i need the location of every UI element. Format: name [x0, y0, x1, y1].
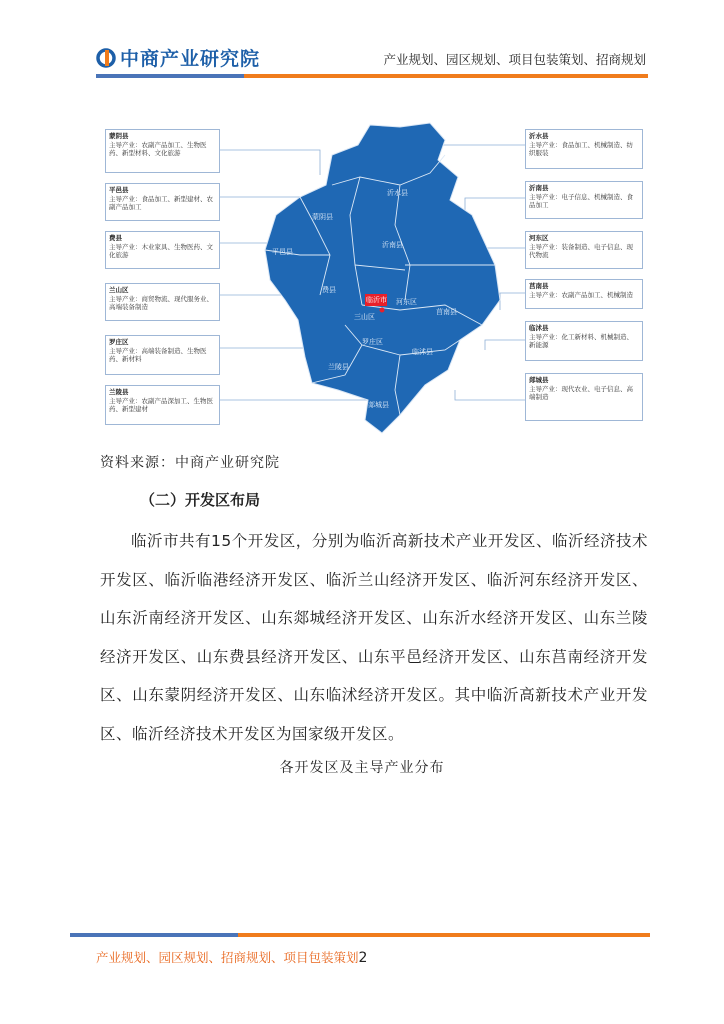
logo-mark-icon: [96, 48, 116, 68]
footer-tagline: 产业规划、园区规划、招商规划、项目包装策划: [96, 950, 359, 965]
header-divider-orange: [244, 74, 648, 78]
callout-title: 莒南县: [529, 282, 549, 290]
callout-lanshan: [105, 283, 220, 321]
callout-body: 主导产业：商贸物流、现代服务业、高端装备制造: [109, 294, 213, 311]
county-label-yishui: 沂水县: [387, 189, 408, 197]
callout-title: 临沭县: [529, 324, 549, 332]
callout-luozhuang: [105, 335, 220, 375]
callout-title: 罗庄区: [109, 338, 129, 346]
header-tagline: 产业规划、园区规划、项目包装策划、招商规划: [383, 52, 646, 67]
callout-body: 主导产业：装备制造、电子信息、现代物流: [529, 242, 633, 259]
county-label-pingyi: 平邑县: [272, 248, 293, 256]
callout-body: 主导产业：木业家具、生物医药、文化旅游: [109, 242, 213, 259]
callout-title: 沂水县: [529, 132, 549, 140]
city-label-linyi: 临沂市: [366, 296, 387, 304]
callout-title: 兰陵县: [109, 388, 129, 396]
county-label-mengyin: 蒙阴县: [312, 213, 333, 221]
callout-mengyin: [105, 129, 220, 173]
callout-lanling: [105, 385, 220, 425]
body-paragraph: 临沂市共有15个开发区，分别为临沂高新技术产业开发区、临沂经济技术开发区、临沂临港经济开发区、临沂兰山经济开发区、临沂河东经济开发区、山东沂南经济开发区、山东郯城经济开发区、山东沂水经济开发区、山东兰陵经济开发区、山东费县经济开发区、山东平邑经济开发区、山东莒南经济开发区、山东蒙阴经济开发区、山东临沭经济开发区。其中临沂高新技术产业开发区、临沂经济技术开发区为国家级开发区。: [100, 532, 648, 743]
footer-divider-blue: [70, 933, 238, 937]
county-label-junan: 莒南县: [436, 308, 457, 316]
callout-junan: [525, 279, 643, 309]
callout-body: 主导产业：食品加工、新型建材、农副产品加工: [109, 194, 213, 211]
footer: [96, 948, 367, 966]
callout-title: 河东区: [529, 234, 549, 242]
page-number: 2: [358, 950, 368, 966]
development-zone-map: [100, 115, 650, 440]
callout-title: 蒙阴县: [109, 132, 129, 140]
callout-feixian: [105, 231, 220, 269]
county-label-hedong: 河东区: [396, 298, 417, 306]
header-divider-blue: [96, 74, 244, 78]
callout-body: 主导产业：现代农业、电子信息、高端制造: [529, 384, 633, 401]
callout-title: 兰山区: [109, 286, 129, 294]
callout-body: 主导产业：高端装备制造、生物医药、新材料: [109, 346, 207, 363]
callout-body: 主导产业：食品加工、机械制造、纺织服装: [529, 140, 633, 157]
callout-title: 郯城县: [529, 376, 549, 384]
callout-title: 费县: [109, 234, 122, 242]
callout-body: 主导产业：农副产品加工、机械制造: [529, 290, 633, 299]
callout-title: 沂南县: [529, 184, 549, 192]
section-heading: （二）开发区布局: [140, 491, 261, 509]
table-caption: 各开发区及主导产业分布: [279, 760, 445, 776]
callout-body: 主导产业：化工新材料、机械制造、新能源: [529, 332, 633, 349]
figure-source: 资料来源：中商产业研究院: [100, 455, 280, 471]
callout-body: 主导产业：农副产品加工、生物医药、新型材料、文化旅游: [109, 140, 207, 157]
callout-yinan: [525, 181, 643, 219]
callout-yishui: [525, 129, 643, 169]
footer-divider-orange: [238, 933, 650, 937]
callout-body: 主导产业：农副产品深加工、生物医药、新型建材: [109, 396, 213, 413]
map-outline-shape: [265, 123, 500, 433]
logo-text: 中商产业研究院: [120, 48, 261, 70]
county-label-sanshan: 三山区: [354, 313, 375, 321]
county-label-luozhuang: 罗庄区: [362, 338, 383, 346]
callout-linshu: [525, 321, 643, 361]
county-label-lanling: 兰陵县: [328, 363, 349, 371]
county-label-feixian: 费县: [322, 286, 336, 294]
callout-pingyi: [105, 183, 220, 221]
callout-hedong: [525, 231, 643, 269]
county-label-linshu: 临沭县: [412, 348, 433, 356]
county-label-tancheng: 郯城县: [368, 401, 389, 409]
county-label-yinan: 沂南县: [382, 241, 403, 249]
company-logo: [96, 44, 260, 71]
callout-body: 主导产业：电子信息、机械制造、食品加工: [529, 192, 633, 209]
callout-tancheng: [525, 373, 643, 421]
callout-title: 平邑县: [109, 186, 129, 194]
